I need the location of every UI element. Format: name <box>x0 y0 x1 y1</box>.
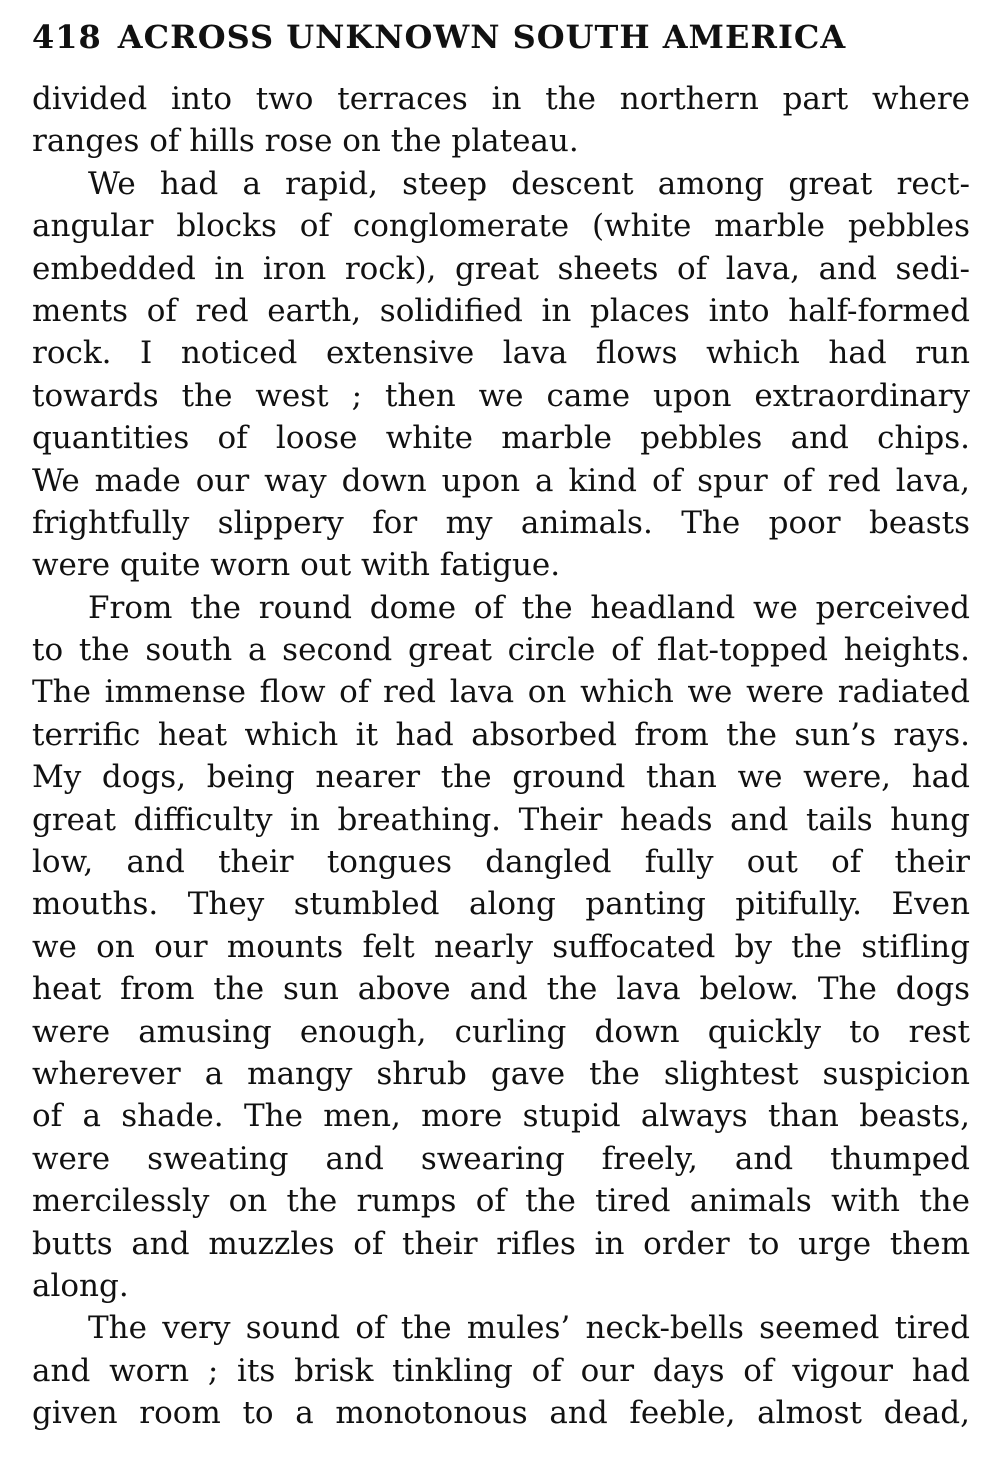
text-line: rock. I noticed extensive lava flows which had run <box>32 335 970 372</box>
text-line: low, and their tongues dangled fully out of their <box>32 844 970 881</box>
text-line: wherever a mangy shrub gave the slightest suspicion <box>32 1055 970 1092</box>
text-line: We had a rapid, steep descent among great rect- <box>88 165 970 202</box>
text-line: were amusing enough, curling down quickly to rest <box>32 1013 970 1050</box>
text-line: given room to a monotonous and feeble, almost dead, <box>32 1395 970 1432</box>
text-line: We made our way down upon a kind of spur of red lava, <box>32 462 970 499</box>
text-line: From the round dome of the headland we perceived <box>88 589 970 626</box>
text-line: heat from the sun above and the lava below. The dogs <box>32 971 970 1008</box>
text-line: mercilessly on the rumps of the tired animals with the <box>32 1183 970 1220</box>
text-line: embedded in iron rock), great sheets of lava, and sedi- <box>32 250 970 287</box>
text-line: butts and muzzles of their rifles in order to urge them <box>32 1225 970 1262</box>
text-line: divided into two terraces in the northern part where <box>32 81 970 117</box>
text-line: frightfully slippery for my animals. The poor beasts <box>32 504 970 541</box>
page-number: 418 <box>32 18 102 56</box>
text-line: great difficulty in breathing. Their heads and tails hung <box>32 801 970 838</box>
text-line: along. <box>32 1267 129 1304</box>
text-line: towards the west ; then we came upon extraordinary <box>32 377 970 414</box>
text-line: angular blocks of conglomerate (white marble pebbles <box>32 208 970 245</box>
text-line: quantities of loose white marble pebbles and chips. <box>32 420 970 457</box>
text-line: The immense flow of red lava on which we were radiated <box>32 674 970 711</box>
text-line: and worn ; its brisk tinkling of our days of vigour had <box>32 1352 970 1389</box>
text-line: My dogs, being nearer the ground than we were, had <box>32 759 970 796</box>
text-line: we on our mounts felt nearly suffocated by the stifling <box>32 928 970 965</box>
text-line: of a shade. The men, more stupid always than beasts, <box>32 1098 970 1135</box>
text-line: mouths. They stumbled along panting pitifully. Even <box>32 886 970 923</box>
text-line: ranges of hills rose on the plateau. <box>32 123 579 160</box>
text-line: The very sound of the mules’ neck-bells seemed tired <box>88 1310 970 1347</box>
body-text <box>32 78 970 1435</box>
text-line: terrific heat which it had absorbed from the sun’s rays. <box>32 716 970 753</box>
text-line: ments of red earth, solidified in places into half-formed <box>32 292 970 329</box>
running-head <box>32 18 972 68</box>
text-line: to the south a second great circle of flat-topped heights. <box>32 632 970 669</box>
running-title: ACROSS UNKNOWN SOUTH AMERICA <box>117 18 847 56</box>
text-line: were quite worn out with fatigue. <box>32 547 561 584</box>
text-line: were sweating and swearing freely, and thumped <box>32 1140 970 1177</box>
